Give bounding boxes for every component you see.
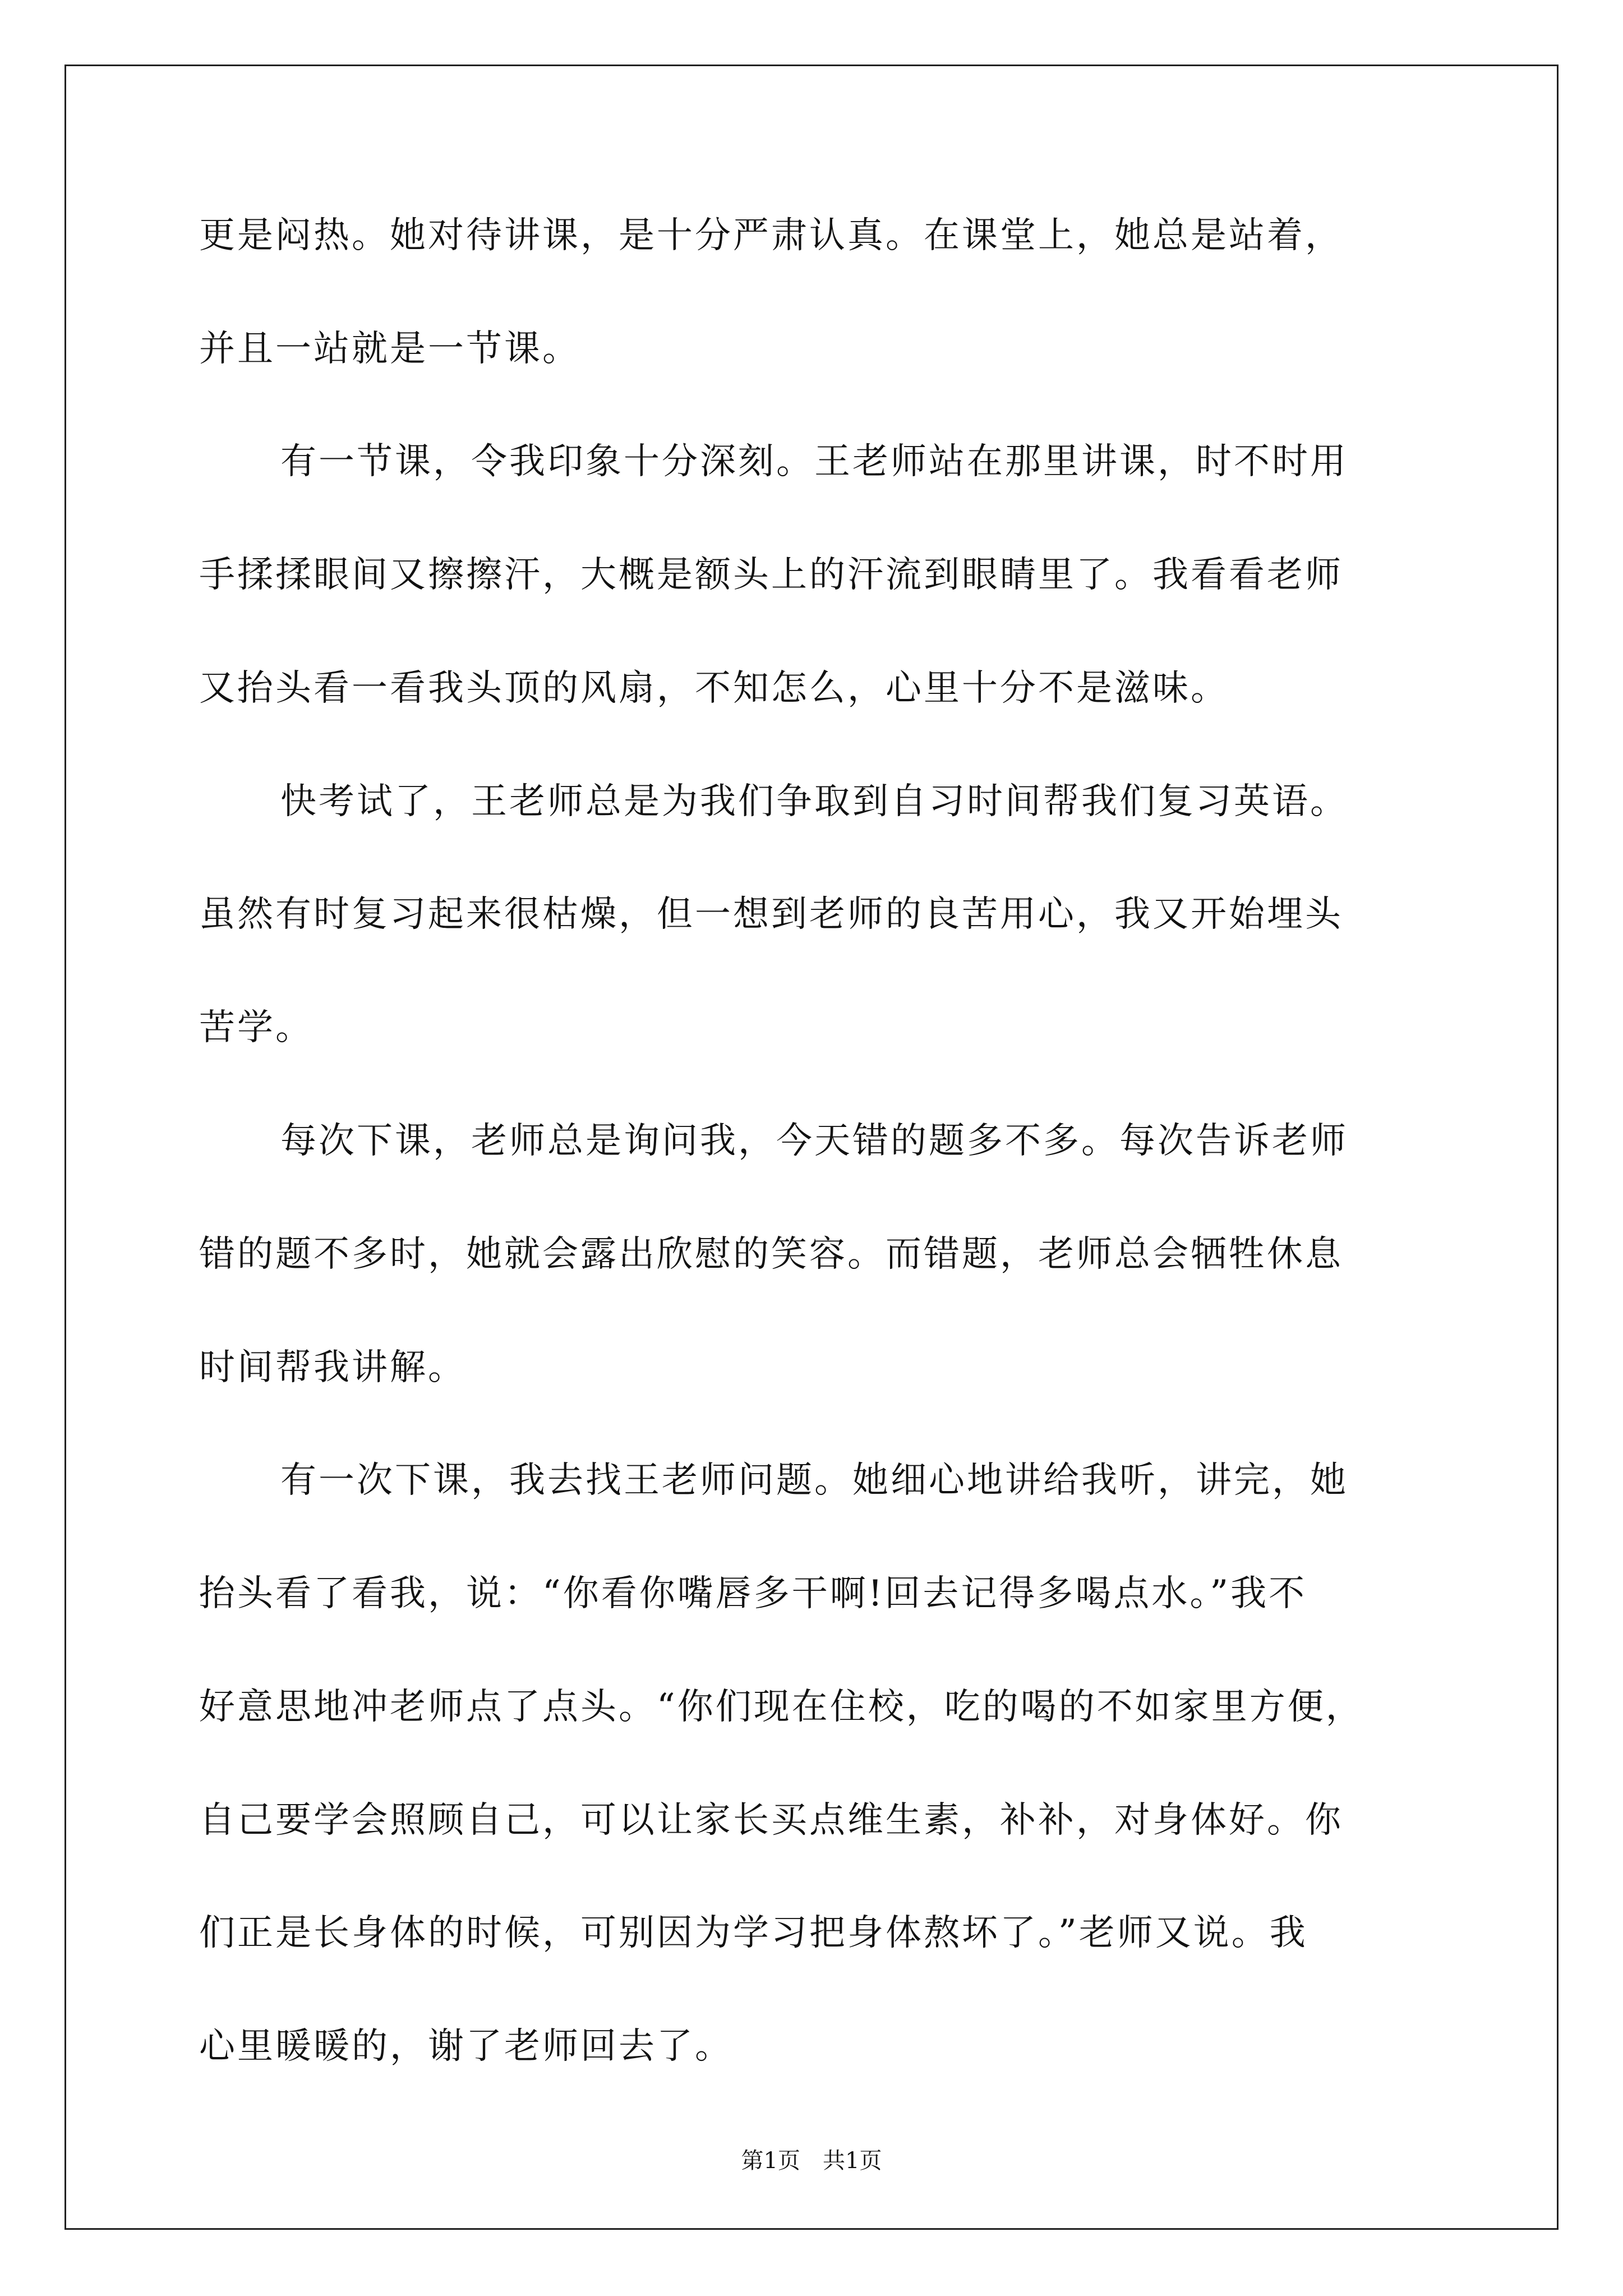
text-line: 更是闷热。她对待讲课，是十分严肃认真。在课堂上，她总是站着， [199, 215, 1343, 256]
text-line: 又抬头看一看我头顶的风扇，不知怎么，心里十分不是滋味。 [199, 668, 1229, 709]
text-line: 虽然有时复习起来很枯燥，但一想到老师的良苦用心，我又开始埋头 [199, 894, 1343, 935]
text-line: 错的题不多时，她就会露出欣慰的笑容。而错题，老师总会牺牲休息 [199, 1234, 1343, 1275]
paragraph-first-line: 有一节课，令我印象十分深刻。王老师站在那里讲课，时不时用 [280, 441, 1348, 482]
text-line: 们正是长身体的时候，可别因为学习把身体熬坏了。”老师又说。我 [199, 1912, 1308, 1954]
text-line: 手揉揉眼间又擦擦汗，大概是额头上的汗流到眼睛里了。我看看老师 [199, 554, 1343, 596]
page-number-footer: 第1页 共1页 [741, 2148, 882, 2174]
text-line: 并且一站就是一节课。 [199, 328, 580, 370]
text-line: 自己要学会照顾自己，可以让家长买点维生素，补补，对身体好。你 [199, 1800, 1343, 1841]
text-line: 好意思地冲老师点了点头。“你们现在住校，吃的喝的不如家里方便， [199, 1686, 1364, 1728]
paragraph-first-line: 有一次下课，我去找王老师问题。她细心地讲给我听，讲完，她 [280, 1460, 1348, 1501]
text-line: 抬头看了看我，说：“你看你嘴唇多干啊!回去记得多喝点水。”我不 [199, 1573, 1307, 1614]
paragraph-first-line: 每次下课，老师总是询问我，今天错的题多不多。每次告诉老师 [280, 1120, 1348, 1162]
text-line: 时间帮我讲解。 [199, 1347, 466, 1388]
text-line: 苦学。 [199, 1007, 313, 1048]
text-line: 心里暖暖的，谢了老师回去了。 [199, 2026, 733, 2067]
paragraph-first-line: 快考试了，王老师总是为我们争取到自习时间帮我们复习英语。 [280, 781, 1348, 822]
